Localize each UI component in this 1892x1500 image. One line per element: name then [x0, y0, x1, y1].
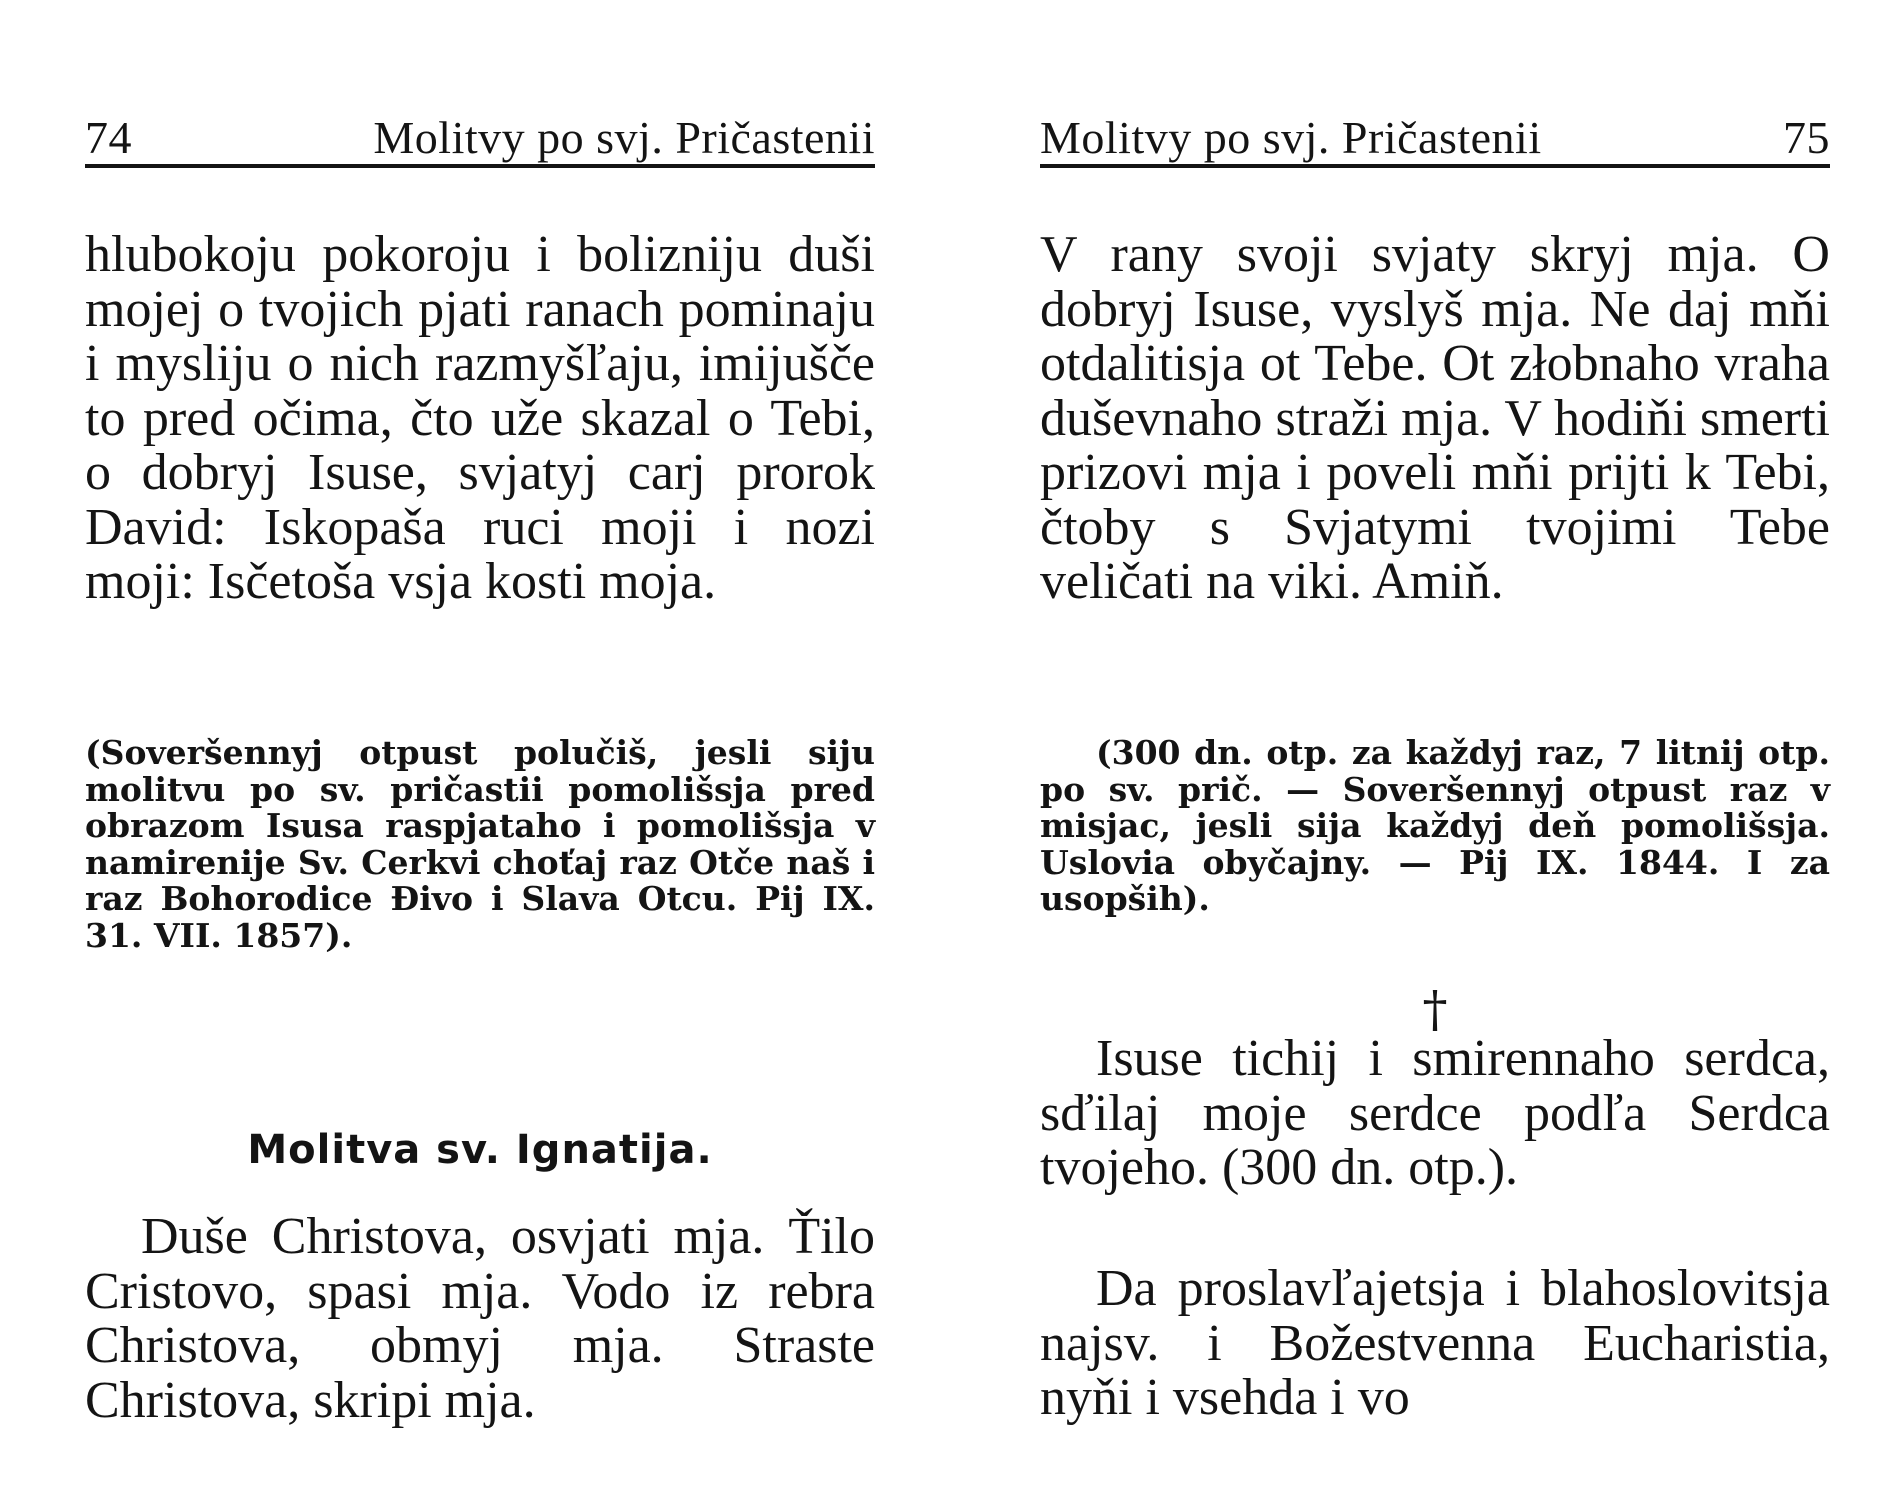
left-indulgence-note: (Soveršennyj otpust polučiš, jesli siju molitvu po sv. pričastii pomolišsja pred obrazom Isusa raspjataho i pomolišsja v namirenije Sv. Cerkvi choťaj raz Otče naš i raz Bohorodice Đivo i Slava Otcu. Pij IX. 31. VII. 1857).: [85, 733, 875, 955]
right-paragraph-2: Isuse tichij i smirennaho serdca, sďilaj moje serdce podľa Serdca tvojeho. (300 dn. otp.).: [1040, 1030, 1830, 1196]
page-number-right: 75: [1783, 112, 1830, 163]
right-prayer-block: [1040, 1032, 1830, 1196]
right-indulgence-note: (300 dn. otp. za každyj raz, 7 litnij otp. po sv. prič. — Soveršennyj otpust raz v misjac, jesli sija každyj deň pomolišsja. Uslovia obyčajny. — Pij IX. 1844. I za usopših).: [1040, 733, 1830, 918]
left-prayer-block: [85, 1210, 875, 1428]
left-page: [85, 0, 875, 1500]
running-head-right: [1040, 112, 1830, 168]
left-paragraph-2: Duše Christova, osvjati mja. Ťilo Cristovo, spasi mja. Vodo iz rebra Christova, obmyj mja. Straste Christova, skripi mja.: [85, 1208, 875, 1429]
running-head-left: [85, 112, 875, 168]
prayer-heading: Molitva sv. Ignatija.: [247, 1127, 713, 1173]
running-title-left: Molitvy po svj. Pričastenii: [373, 112, 875, 163]
dagger-ornament: †: [1422, 980, 1448, 1038]
right-text-block: [1040, 228, 1830, 610]
right-note-block: [1040, 735, 1830, 918]
right-paragraph-1: V rany svoji svjaty skryj mja. O dobryj Isuse, vyslyš mja. Ne daj mňi otdalitisja ot Tebe. Ot złobnaho vraha duševnaho straži mja. V hodiňi smerti prizovi mja i poveli mňi prijti k Tebi, čtoby s Svjatymi tvojimi Tebe veličati na viki. Amiň.: [1040, 226, 1830, 610]
right-closing-block: [1040, 1262, 1830, 1426]
right-dagger-block: [1040, 982, 1830, 1036]
right-page: [1040, 0, 1830, 1500]
left-heading-block: [85, 1126, 875, 1174]
left-note-block: [85, 735, 875, 954]
left-text-block: [85, 228, 875, 610]
left-paragraph-1: hlubokoju pokoroju i bolizniju duši mojej o tvojich pjati ranach pominaju i mysliju o nich razmyšľaju, imijušče to pred očima, čto uže skazal o Tebi, o dobryj Isuse, svjatyj carj prorok David: Iskopaša ruci moji i nozi moji: Isčetoša vsja kosti moja.: [85, 226, 875, 610]
page-number-left: 74: [85, 112, 132, 163]
running-title-right: Molitvy po svj. Pričastenii: [1040, 112, 1542, 163]
right-paragraph-3: Da proslavľajetsja i blahoslovitsja najsv. i Božestvenna Eucharistia, nyňi i vsehda i vo: [1040, 1260, 1830, 1426]
